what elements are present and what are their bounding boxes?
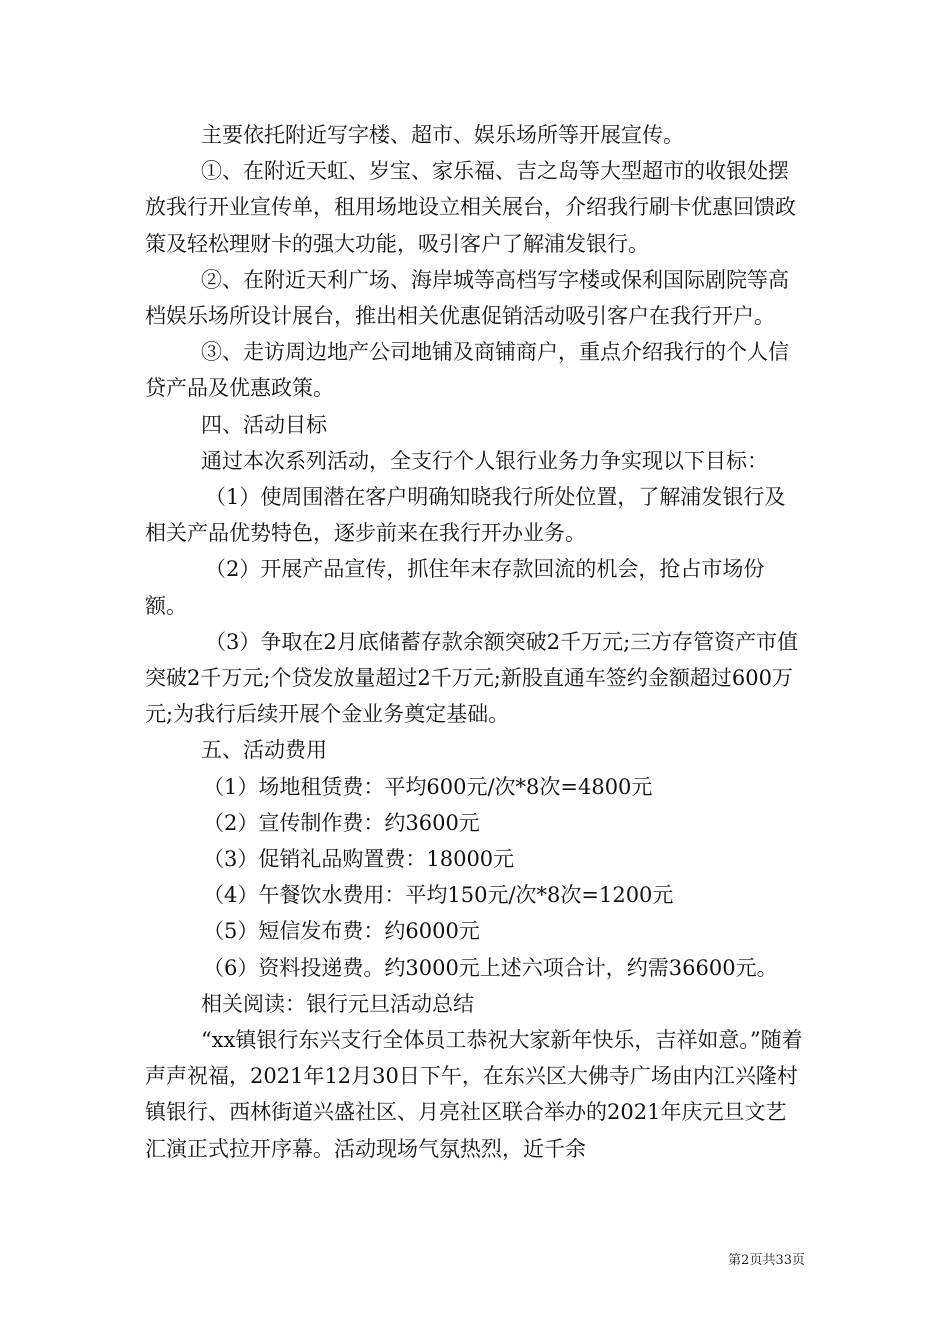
- section-heading-goals: 四、活动目标: [201, 412, 327, 437]
- cost-item-5: （5）短信发布费：约6000元: [203, 919, 480, 944]
- paragraph-goal-3: （3）争取在2月底储蓄存款余额突破2千万元;三方存管资产市值突破2千万元;个贷发放量超过2千万元;新股直通车签约金额超过600万元;为我行后续开展个金业务奠定基础。: [145, 629, 799, 727]
- paragraph-intro: 主要依托附近写字楼、超市、娱乐场所等开展宣传。: [201, 123, 684, 147]
- cost-item-4: （4）午餐饮水费用：平均150元/次*8次=1200元: [203, 883, 674, 908]
- paragraph-item-3: ③、走访周边地产公司地铺及商铺商户，重点介绍我行的个人信贷产品及优惠政策。: [145, 340, 789, 401]
- document-body: [145, 117, 805, 1167]
- paragraph-goal-2: （2）开展产品宣传，抓住年末存款回流的机会，抢占市场份额。: [145, 557, 765, 618]
- section-heading-costs: 五、活动费用: [201, 738, 327, 763]
- cost-item-1: （1）场地租赁费：平均600元/次*8次=4800元: [203, 774, 653, 799]
- paragraph-related-body: “xx镇银行东兴支行全体员工恭祝大家新年快乐，吉祥如意。”随着声声祝福，2021年12月30日下午，在东兴区大佛寺广场由内江兴隆村镇银行、西林街道兴盛社区、月亮社区联合举办的2021年庆元旦文艺汇演正式拉开序幕。活动现场气氛热烈，近千余: [145, 1028, 803, 1161]
- cost-item-3: （3）促销礼品购置费：18000元: [203, 847, 515, 872]
- paragraph-goal-1: （1）使周围潜在客户明确知晓我行所处位置，了解浦发银行及相关产品优势特色，逐步前来在我行开办业务。: [145, 485, 786, 546]
- cost-item-2: （2）宣传制作费：约3600元: [203, 810, 480, 835]
- page-number-footer: 第2页共33页: [728, 1253, 805, 1268]
- related-reading-heading: 相关阅读：银行元旦活动总结: [201, 991, 474, 1016]
- paragraph-item-2: ②、在附近天利广场、海岸城等高档写字楼或保利国际剧院等高档娱乐场所设计展台，推出相关优惠促销活动吸引客户在我行开户。: [145, 267, 789, 329]
- cost-item-6: （6）资料投递费。约3000元上述六项合计，约需36600元。: [203, 955, 778, 980]
- paragraph-goals-intro: 通过本次系列活动，全支行个人银行业务力争实现以下目标：: [201, 448, 768, 473]
- paragraph-item-1: ①、在附近天虹、岁宝、家乐福、吉之岛等大型超市的收银处摆放我行开业宣传单，租用场地设立相关展台，介绍我行刷卡优惠回馈政策及轻松理财卡的强大功能，吸引客户了解浦发银行。: [145, 159, 796, 256]
